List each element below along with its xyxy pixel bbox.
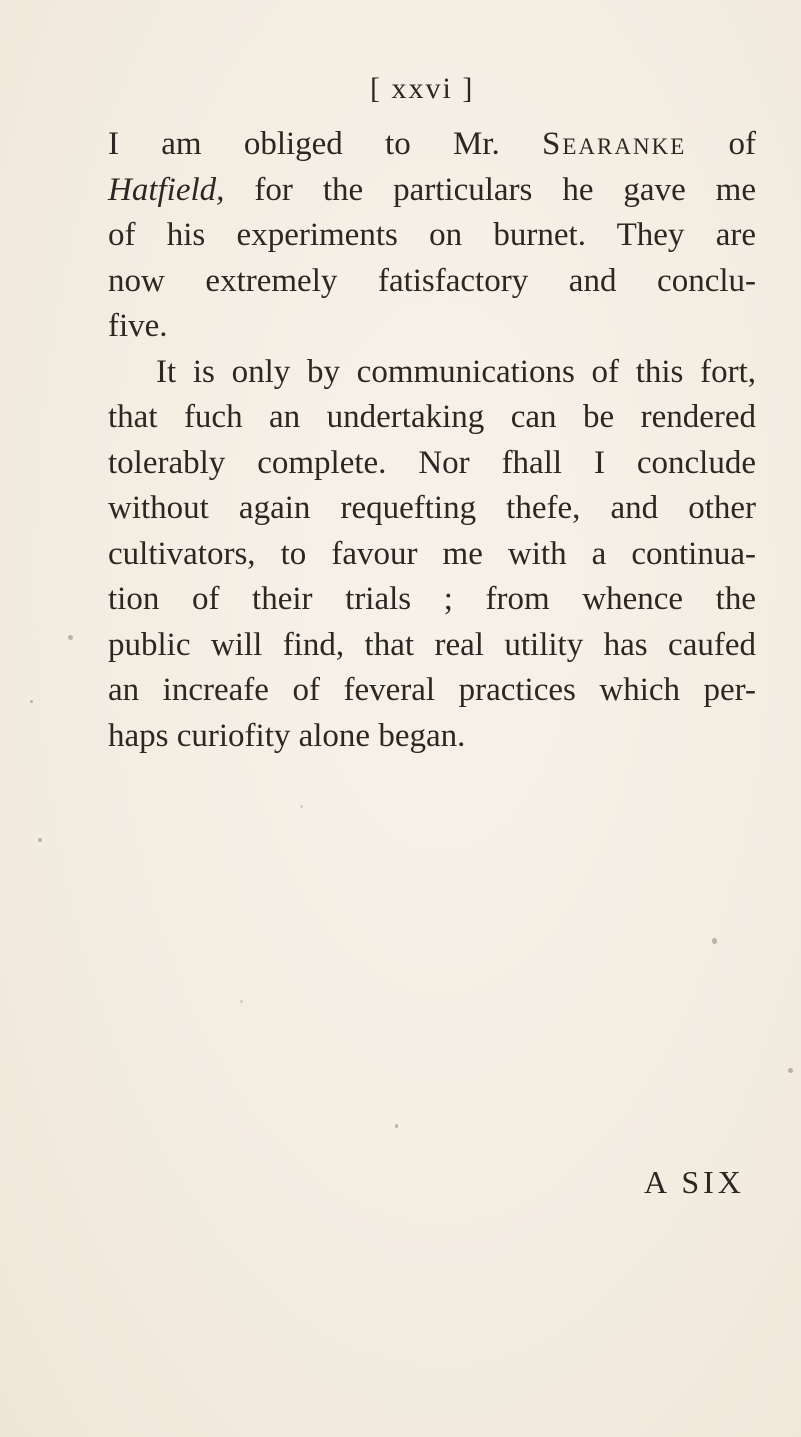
paper-speck	[240, 1000, 243, 1003]
paragraph-2-line-2: that fuch an undertaking can be rendered	[108, 399, 756, 435]
text-segment: of	[728, 126, 757, 162]
paper-speck	[788, 1068, 793, 1073]
paragraph-1-line-2	[108, 168, 756, 214]
paragraph-2-line-1: It is only by communications of this fort,	[156, 353, 756, 390]
paragraph-1-line-4: now extremely fatisfactory and conclu-	[108, 262, 756, 299]
place-name: Hatfield,	[108, 171, 225, 208]
paragraph-2-line-3: tolerably complete. Nor fhall I conclude	[108, 444, 756, 481]
paper-speck	[395, 1124, 398, 1128]
text-segment: I am obliged to Mr.	[108, 126, 500, 162]
paragraph-2-line-5: cultivators, to favour me with a continua-	[108, 535, 756, 572]
person-name: Searanke	[542, 126, 687, 162]
paragraph-2-line-6: tion of their trials ; from whence the	[108, 581, 756, 617]
paragraph-2-line-8: an increafe of feveral practices which per-	[108, 672, 756, 708]
paper-speck	[68, 635, 73, 640]
catchword: A SIX	[644, 1164, 745, 1200]
paragraph-2-line-4: without again requefting thefe, and other	[108, 490, 756, 526]
paragraph-1-line-1	[108, 122, 756, 168]
paper-speck	[300, 805, 303, 808]
paragraph-1-line-3: of his experiments on burnet. They are	[108, 217, 756, 253]
text-segment: for the particulars he gave me	[254, 171, 756, 208]
paper-speck	[30, 700, 33, 703]
paragraph-1-line-5: five.	[108, 308, 168, 344]
paragraph-2-line-9: haps curiofity alone began.	[108, 717, 466, 754]
body-text	[108, 122, 756, 759]
paper-speck	[38, 838, 42, 842]
page-number: [ xxvi ]	[370, 72, 475, 105]
paper-speck	[712, 938, 717, 944]
paragraph-2-line-7: public will find, that real utility has caufed	[108, 626, 756, 663]
